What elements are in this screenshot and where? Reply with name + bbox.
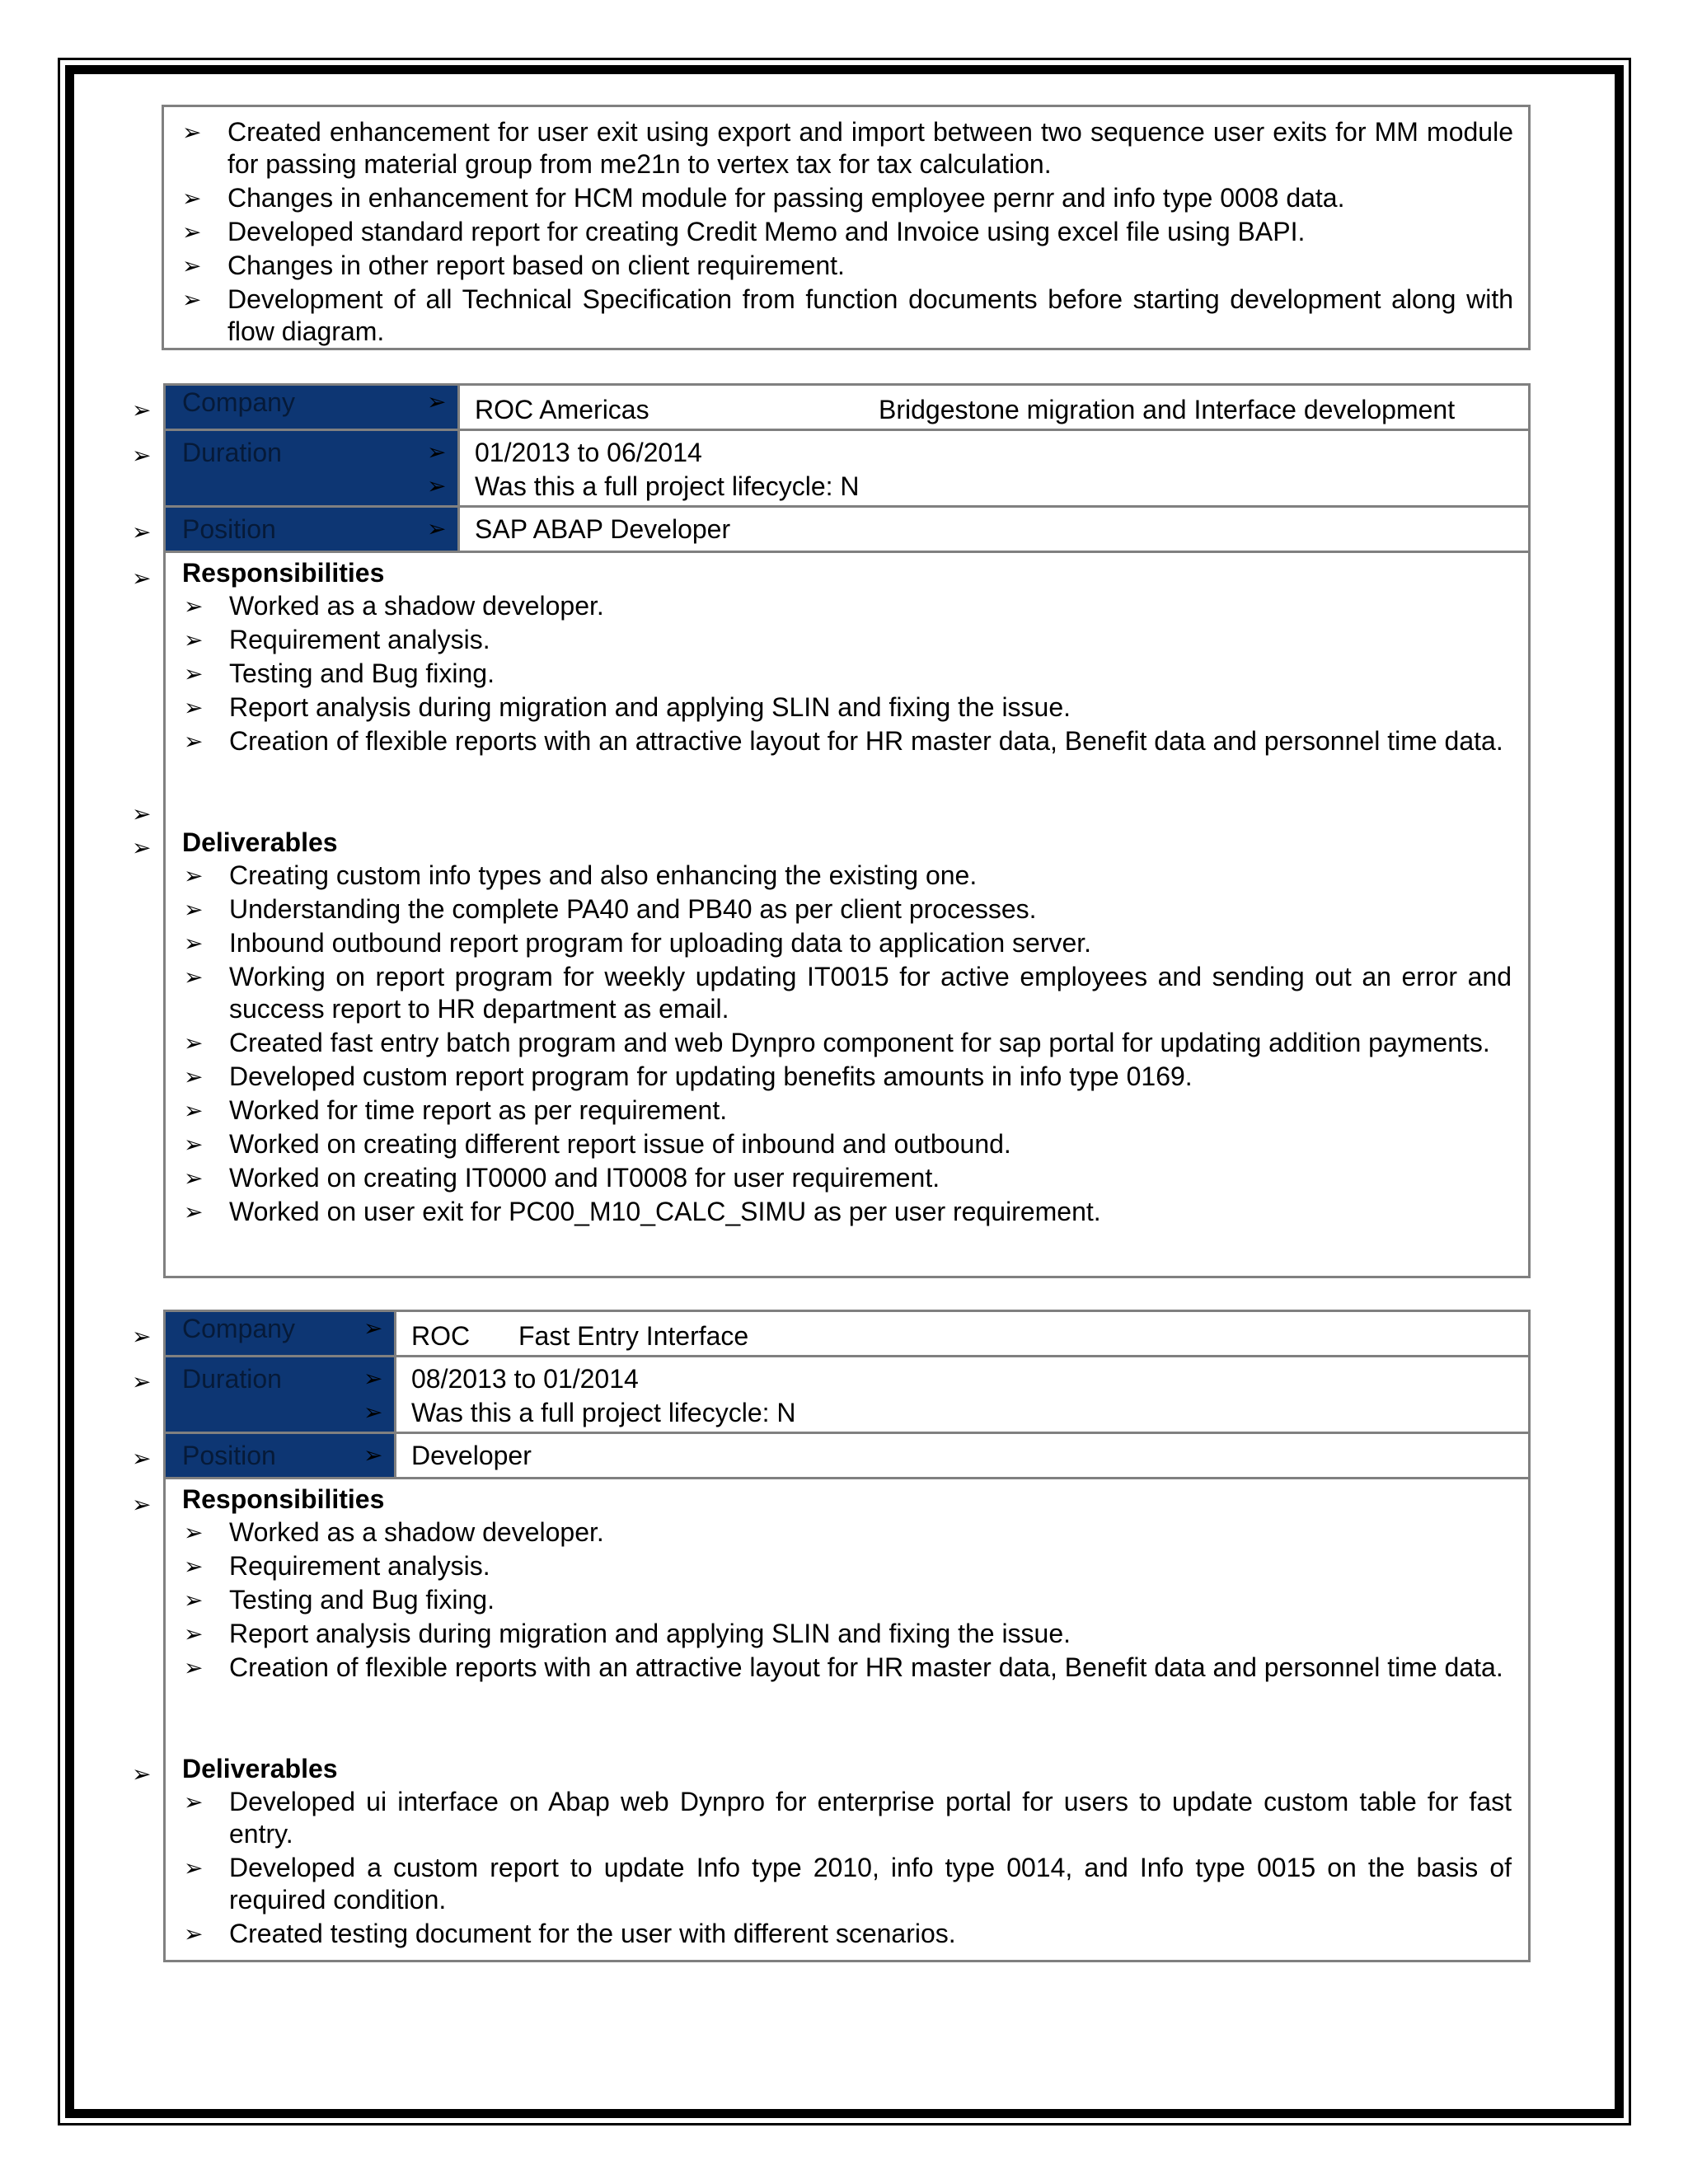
list-item: ➢ Creating custom info types and also enhancing the existing one. <box>184 860 978 890</box>
bullet-arrow-icon: ➢ <box>184 863 204 888</box>
list-item: ➢ Changes in enhancement for HCM module for passing employee pernr and info type 0008 data. <box>182 183 1345 213</box>
bullet-arrow-icon: ➢ <box>427 473 447 499</box>
bullet-arrow-icon: ➢ <box>184 1587 204 1613</box>
bullet-arrow-icon: ➢ <box>132 397 152 423</box>
bullet-arrow-icon: ➢ <box>184 1554 204 1579</box>
top-bullet-list <box>181 116 1513 349</box>
duration-row <box>163 429 1531 508</box>
list-item: ➢ Developed a custom report to update Info type 2010, info type 0014, and Info type 0015 on the basis of required condition. <box>184 1853 1512 1915</box>
list-item: ➢ Worked for time report as per requirement. <box>184 1095 728 1125</box>
list-item: ➢ Developed ui interface on Abap web Dynpro for enterprise portal for users to update custom table for fast entry. <box>184 1787 1512 1849</box>
bullet-arrow-icon: ➢ <box>132 443 152 468</box>
deliverables-list <box>182 860 1512 1230</box>
list-item: ➢ Testing and Bug fixing. <box>184 1585 495 1615</box>
bullet-arrow-icon: ➢ <box>184 593 204 619</box>
company-label: Company <box>166 1312 396 1355</box>
company-name: ROC Americas <box>475 395 649 424</box>
bullet-arrow-icon: ➢ <box>184 930 204 956</box>
list-item: ➢ Report analysis during migration and applying SLIN and fixing the issue. <box>184 692 1071 722</box>
list-item: ➢ Created testing document for the user with different scenarios. <box>184 1919 956 1948</box>
bullet-arrow-icon: ➢ <box>184 964 204 990</box>
list-item: ➢ Worked on user exit for PC00_M10_CALC_SIMU as per user requirement. <box>184 1197 1101 1226</box>
lifecycle-value: Was this a full project lifecycle: N <box>475 471 860 501</box>
list-item: ➢ Developed custom report program for updating benefits amounts in info type 0169. <box>184 1062 1193 1091</box>
bullet-arrow-icon: ➢ <box>184 627 204 653</box>
duration-label: Duration <box>166 431 460 505</box>
responsibilities-heading: Responsibilities <box>182 558 385 588</box>
bullet-arrow-icon: ➢ <box>184 1520 204 1545</box>
bullet-arrow-icon: ➢ <box>363 1315 383 1341</box>
position-label: Position <box>166 1434 396 1477</box>
responsibilities-list <box>182 1516 1512 1685</box>
list-item: ➢ Created fast entry batch program and web Dynpro component for sap portal for updating addition payments. <box>184 1028 1490 1057</box>
list-item: ➢ Worked as a shadow developer. <box>184 1517 604 1547</box>
list-item: ➢ Creation of flexible reports with an attractive layout for HR master data, Benefit data and personnel time data. <box>184 1652 1503 1682</box>
duration-value: 08/2013 to 01/2014 <box>411 1364 639 1394</box>
list-item: ➢ Report analysis during migration and applying SLIN and fixing the issue. <box>184 1619 1071 1648</box>
bullet-arrow-icon: ➢ <box>363 1399 383 1425</box>
list-item: ➢ Creation of flexible reports with an attractive layout for HR master data, Benefit data and personnel time data. <box>184 726 1503 756</box>
position-value: Developer <box>411 1441 532 1470</box>
bullet-arrow-icon: ➢ <box>132 835 152 860</box>
bullet-arrow-icon: ➢ <box>184 1098 204 1123</box>
bullet-arrow-icon: ➢ <box>363 1366 383 1391</box>
bullet-arrow-icon: ➢ <box>182 185 202 211</box>
bullet-arrow-icon: ➢ <box>184 695 204 720</box>
list-item: ➢ Created enhancement for user exit using export and import between two sequence user exits for MM module for passing material group from me21n to vertex tax for tax calculation. <box>182 117 1513 179</box>
bullet-arrow-icon: ➢ <box>427 389 447 415</box>
company-label: Company <box>166 386 460 429</box>
list-item: ➢ Understanding the complete PA40 and PB40 as per client processes. <box>184 894 1037 924</box>
bullet-arrow-icon: ➢ <box>427 516 447 541</box>
company-row <box>163 1310 1531 1357</box>
bullet-arrow-icon: ➢ <box>184 1064 204 1090</box>
bullet-arrow-icon: ➢ <box>184 1165 204 1191</box>
bullet-arrow-icon: ➢ <box>132 565 152 591</box>
bullet-arrow-icon: ➢ <box>132 801 152 827</box>
list-item: ➢ Testing and Bug fixing. <box>184 658 495 688</box>
bullet-arrow-icon: ➢ <box>132 1324 152 1349</box>
deliverables-list <box>182 1786 1512 1952</box>
position-row <box>163 505 1531 553</box>
responsibilities-list <box>182 590 1512 759</box>
list-item: ➢ Development of all Technical Specification from function documents before starting development along with flow diagram. <box>182 284 1513 346</box>
top-bullets-box <box>162 105 1531 350</box>
bullet-arrow-icon: ➢ <box>184 1030 204 1056</box>
list-item: ➢ Changes in other report based on client requirement. <box>182 251 845 280</box>
project-name: Bridgestone migration and Interface development <box>879 395 1456 424</box>
list-item: ➢ Inbound outbound report program for uploading data to application server. <box>184 928 1092 958</box>
bullet-arrow-icon: ➢ <box>184 1655 204 1680</box>
list-item: ➢ Requirement analysis. <box>184 625 490 654</box>
position-row <box>163 1432 1531 1479</box>
list-item: ➢ Worked on creating IT0000 and IT0008 for user requirement. <box>184 1163 940 1193</box>
bullet-arrow-icon: ➢ <box>132 1369 152 1394</box>
bullet-arrow-icon: ➢ <box>427 439 447 465</box>
responsibilities-heading: Responsibilities <box>182 1484 385 1514</box>
bullet-arrow-icon: ➢ <box>132 1761 152 1787</box>
company-row <box>163 383 1531 431</box>
bullet-arrow-icon: ➢ <box>363 1442 383 1468</box>
bullet-arrow-icon: ➢ <box>132 1446 152 1471</box>
deliverables-heading: Deliverables <box>182 1754 338 1783</box>
bullet-arrow-icon: ➢ <box>184 661 204 687</box>
bullet-arrow-icon: ➢ <box>184 897 204 922</box>
bullet-arrow-icon: ➢ <box>182 253 202 279</box>
list-item: ➢ Developed standard report for creating Credit Memo and Invoice using excel file using BAPI. <box>182 217 1306 246</box>
bullet-arrow-icon: ➢ <box>184 1199 204 1225</box>
duration-label: Duration <box>166 1357 396 1432</box>
bullet-arrow-icon: ➢ <box>184 1921 204 1947</box>
list-item: ➢ Working on report program for weekly updating IT0015 for active employees and sending out an error and success report to HR department as email. <box>184 962 1512 1024</box>
position-value: SAP ABAP Developer <box>475 514 731 544</box>
position-label: Position <box>166 508 460 551</box>
bullet-arrow-icon: ➢ <box>132 519 152 545</box>
project-details-box <box>163 551 1531 1278</box>
list-item: ➢ Requirement analysis. <box>184 1551 490 1581</box>
project-name: Fast Entry Interface <box>518 1321 749 1351</box>
bullet-arrow-icon: ➢ <box>184 1132 204 1157</box>
bullet-arrow-icon: ➢ <box>184 1855 204 1881</box>
project-details-box <box>163 1477 1531 1962</box>
bullet-arrow-icon: ➢ <box>184 729 204 754</box>
company-name: ROC <box>411 1321 471 1351</box>
duration-value: 01/2013 to 06/2014 <box>475 438 702 467</box>
bullet-arrow-icon: ➢ <box>182 120 202 145</box>
bullet-arrow-icon: ➢ <box>184 1789 204 1815</box>
bullet-arrow-icon: ➢ <box>132 1492 152 1517</box>
list-item: ➢ Worked as a shadow developer. <box>184 591 604 621</box>
deliverables-heading: Deliverables <box>182 827 338 857</box>
bullet-arrow-icon: ➢ <box>182 287 202 312</box>
lifecycle-value: Was this a full project lifecycle: N <box>411 1398 796 1427</box>
duration-row <box>163 1355 1531 1434</box>
bullet-arrow-icon: ➢ <box>182 219 202 245</box>
bullet-arrow-icon: ➢ <box>184 1621 204 1647</box>
list-item: ➢ Worked on creating different report issue of inbound and outbound. <box>184 1129 1011 1159</box>
